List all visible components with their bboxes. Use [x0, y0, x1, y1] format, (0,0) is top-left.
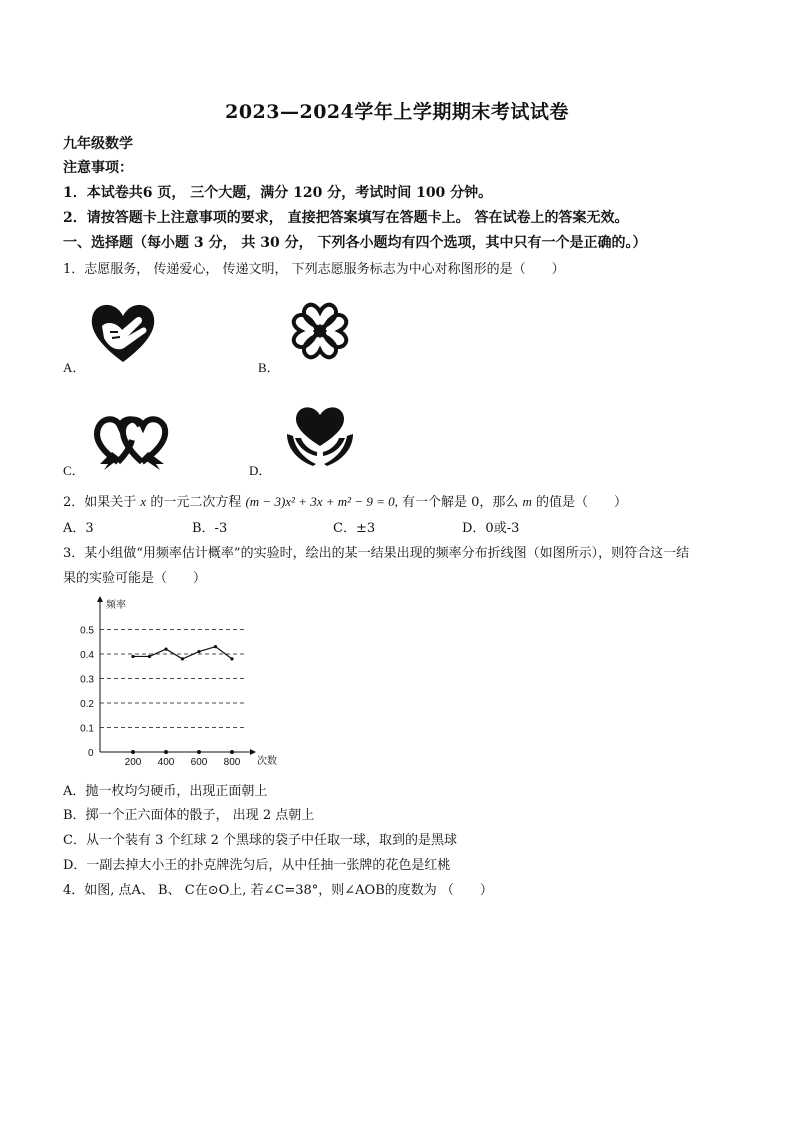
question-3-stem-line2: 果的实验可能是（ ）: [63, 571, 207, 586]
question-2-stem: [63, 491, 627, 510]
y-tick-label: 0.5: [80, 625, 94, 637]
origin-label: 0: [88, 748, 94, 759]
q1-option-a-label: A．: [63, 360, 86, 375]
x-tick-dot: [197, 750, 201, 754]
q2-equation: (m − 3)x² + 3x + m² − 9 = 0,: [245, 494, 398, 509]
q3-option-a: A．抛一枚均匀硬币，出现正面朝上: [63, 784, 268, 799]
series-line: [133, 647, 232, 659]
data-point: [230, 657, 233, 660]
question-4-stem: 4．如图, 点A、 B、 C在⊙O上, 若∠C=38°，则∠AOB的度数为 （ ）: [63, 883, 493, 898]
x-tick-dot: [230, 750, 234, 754]
notes-heading: 注意事项：: [63, 160, 133, 176]
q2-text: 的值是（ ）: [531, 495, 628, 510]
subject-label: 九年级数学: [63, 136, 133, 152]
heart-hand-logo-icon: [88, 302, 158, 368]
q1-option-c-label: C．: [63, 463, 85, 478]
q2-option-c: C．±3: [333, 521, 376, 536]
q2-text: 有一个解是 0，那么: [397, 495, 523, 510]
q2-var-m: m: [522, 494, 532, 509]
q3-option-c: C．从一个装有 3 个红球 2 个黑球的袋子中任取一球，取到的是黑球: [63, 833, 458, 848]
q1-option-d-label: D．: [249, 463, 272, 478]
four-hearts-clover-logo-icon: [286, 298, 354, 368]
q2-var-x: x: [140, 494, 147, 509]
exam-title: 2023—2024学年上学期期末考试试卷: [225, 101, 569, 123]
q3-option-b: B．掷一个正六面体的骰子， 出现 2 点朝上: [63, 808, 315, 823]
q2-text: 2．如果关于: [63, 495, 141, 510]
heart-in-hands-logo-icon: [283, 404, 357, 474]
x-tick-dot: [164, 750, 168, 754]
q2-option-b: B．-3: [192, 521, 228, 536]
x-tick-dot: [131, 750, 135, 754]
data-point: [164, 648, 167, 651]
frequency-line-chart: [70, 592, 280, 778]
x-axis-label: 次数: [257, 756, 277, 767]
y-axis-arrow: [97, 596, 103, 602]
y-tick-label: 0.1: [80, 723, 94, 735]
y-tick-label: 0.3: [80, 674, 94, 686]
x-axis-arrow: [250, 749, 256, 755]
x-tick-label: 800: [223, 757, 241, 768]
y-tick-label: 0.4: [80, 650, 94, 661]
data-point: [148, 655, 151, 658]
question-1-stem: 1．志愿服务， 传递爱心， 传递文明， 下列志愿服务标志为中心对称图形的是（ ）: [63, 262, 565, 277]
y-tick-label: 0.2: [80, 699, 94, 710]
y-axis-label: 频率: [106, 600, 126, 611]
double-heart-ribbon-logo-icon: [92, 412, 172, 474]
q2-text: 的一元二次方程: [146, 495, 246, 510]
x-tick-label: 200: [124, 757, 142, 768]
data-point: [181, 657, 184, 660]
q2-option-a: A．3: [63, 521, 94, 536]
x-tick-label: 600: [190, 757, 208, 768]
note-item: 2．请按答题卡上注意事项的要求， 直接把答案填写在答题卡上。 答在试卷上的答案无效。: [63, 210, 629, 226]
q1-option-b-label: B．: [258, 360, 280, 375]
data-point: [131, 655, 134, 658]
data-point: [214, 645, 217, 648]
q3-option-d: D．一副去掉大小王的扑克牌洗匀后，从中任抽一张牌的花色是红桃: [63, 858, 451, 873]
x-tick-label: 400: [157, 757, 175, 768]
question-3-stem-line1: 3．某小组做“用频率估计概率”的实验时，绘出的某一结果出现的频率分布折线图（如图所示），则符合这一结: [63, 546, 690, 561]
section-heading: 一、选择题（每小题 3 分， 共 30 分， 下列各小题均有四个选项，其中只有一个是正确的。）: [63, 235, 647, 251]
note-item: 1．本试卷共6 页， 三个大题，满分 120 分，考试时间 100 分钟。: [63, 185, 493, 201]
data-point: [197, 650, 200, 653]
q2-option-d: D．0或-3: [462, 521, 520, 536]
